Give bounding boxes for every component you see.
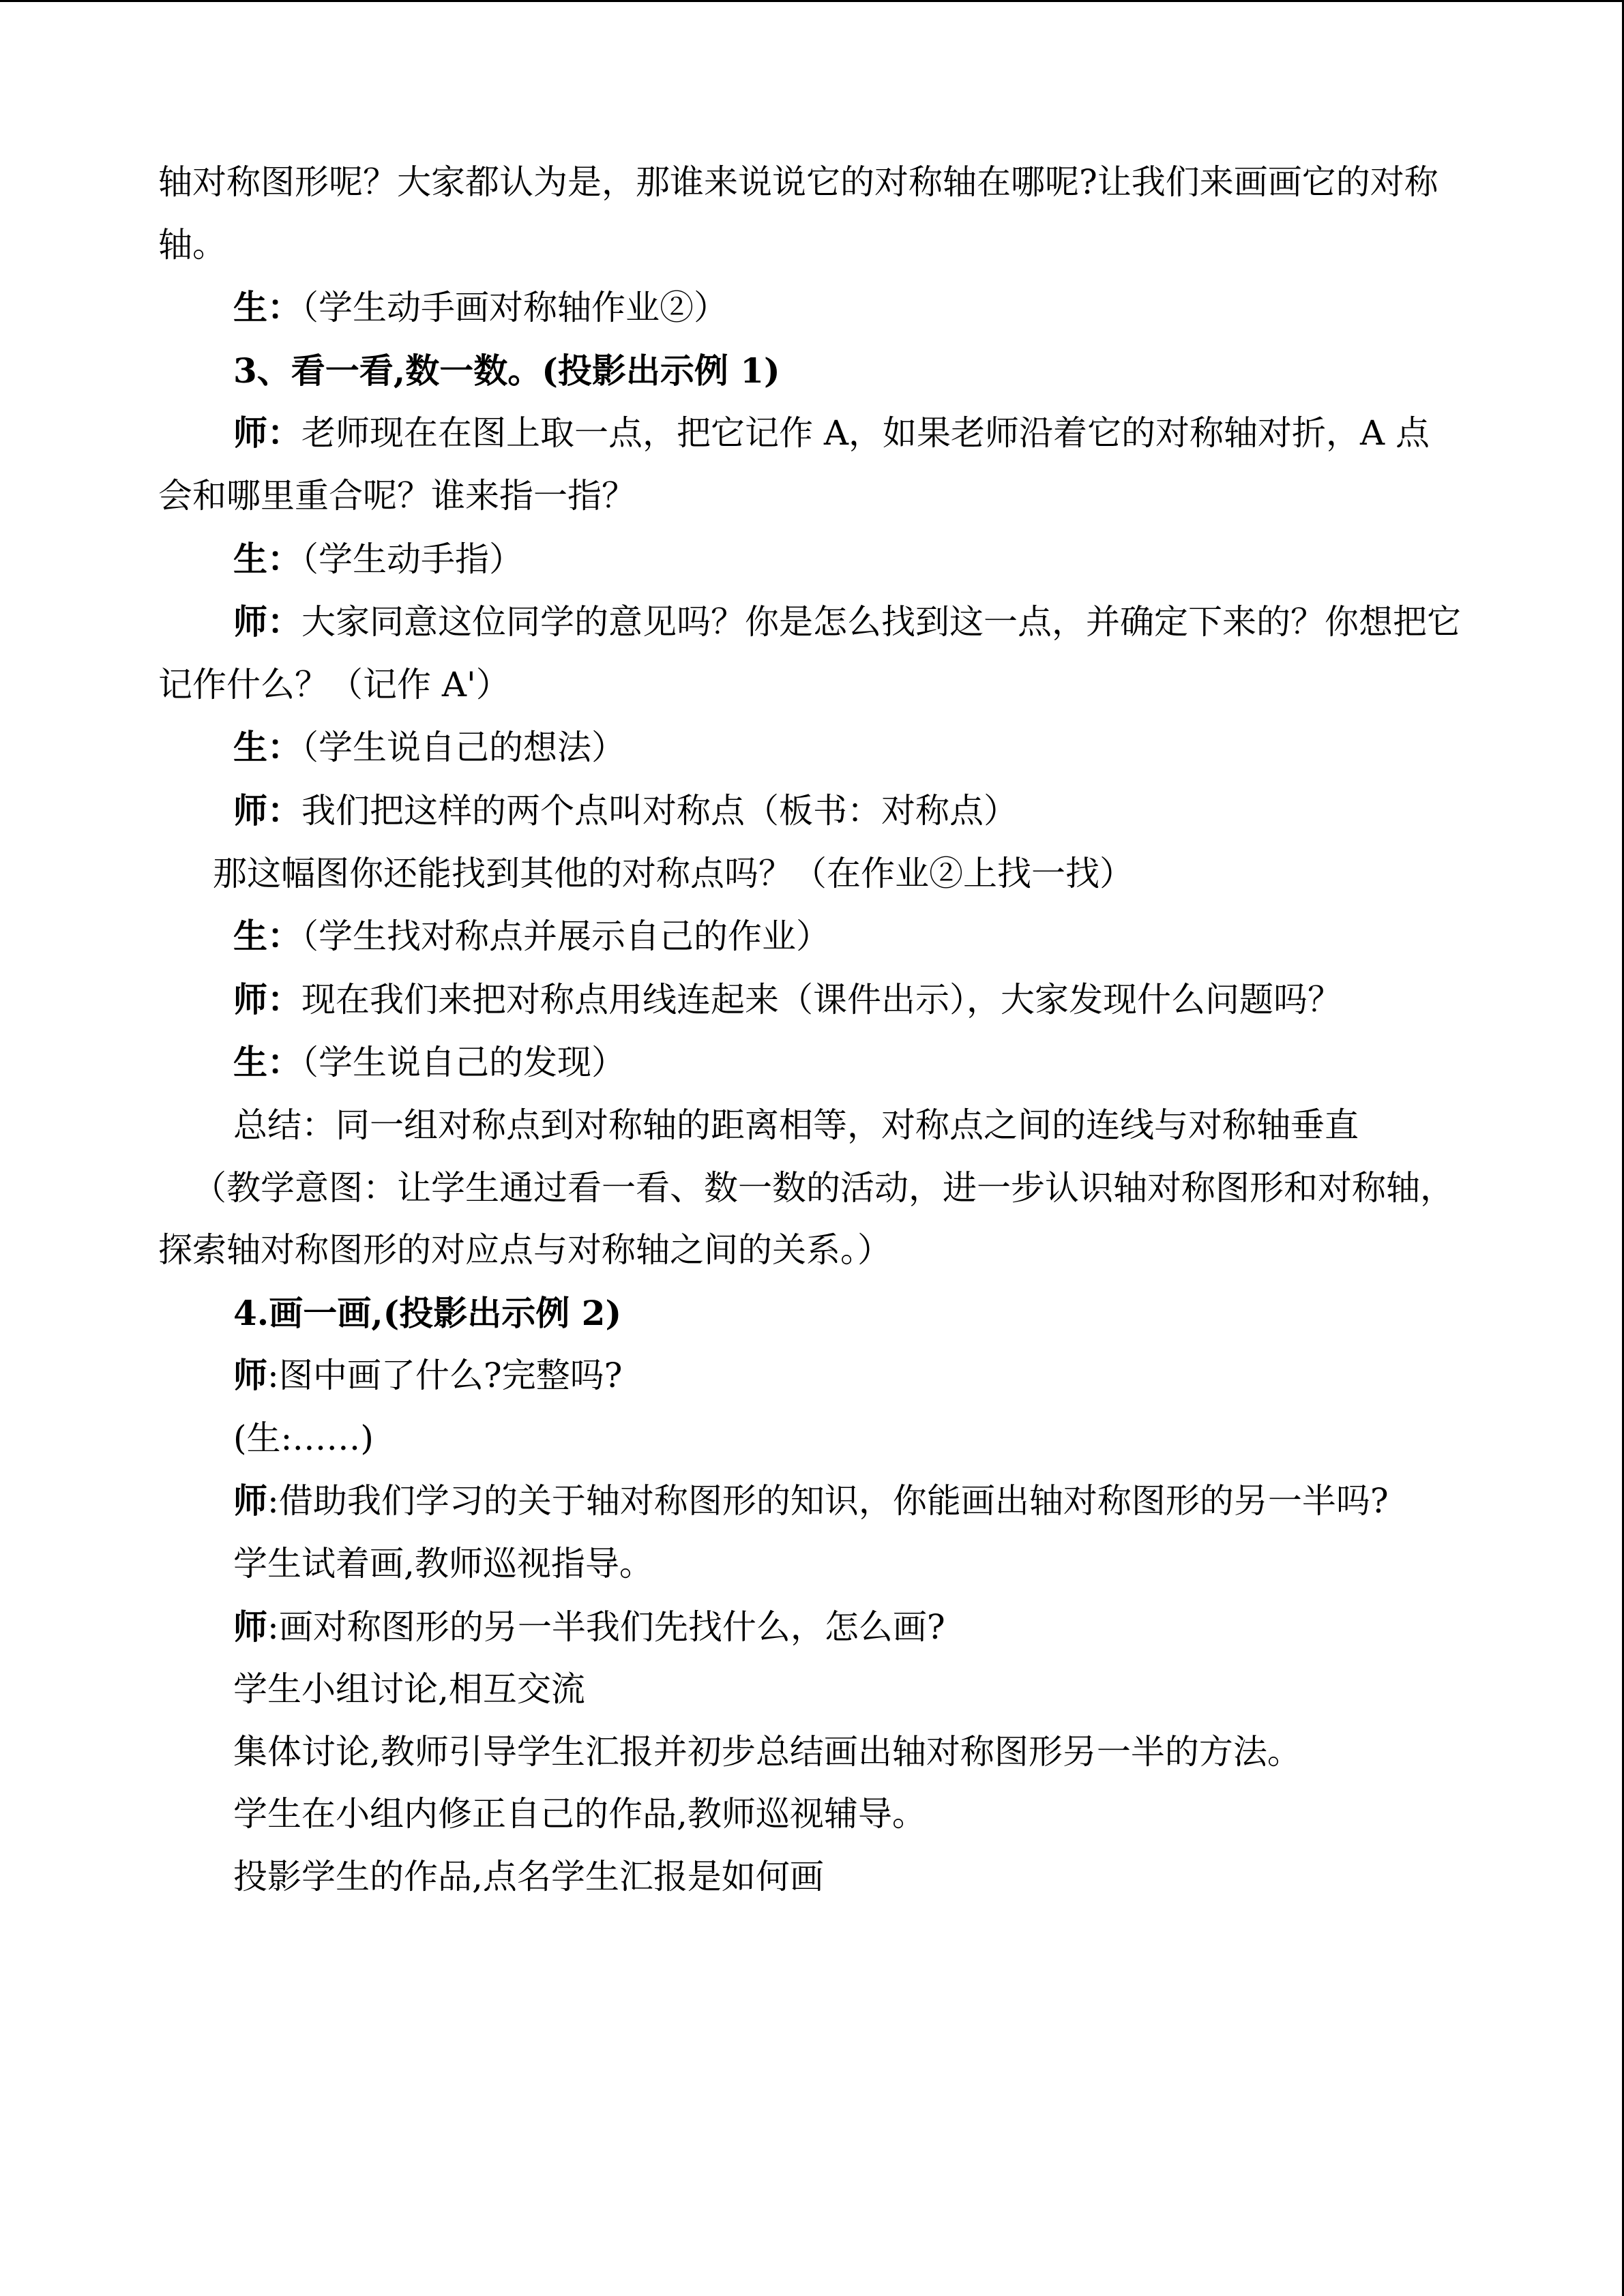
- teaching-intent-paragraph: [158, 1157, 1461, 1282]
- teaching-intent-text: （教学意图：让学生通过看一看、数一数的活动，进一步认识轴对称图形和对称轴，探索轴对称图形的对应点与对称轴之间的关系。）: [158, 1167, 1454, 1270]
- paragraph-12: [158, 1031, 1461, 1094]
- paragraph-9: [158, 843, 1461, 906]
- paragraph-8: [158, 779, 1461, 843]
- paragraph-1: [158, 151, 1461, 276]
- top-border-line: [0, 0, 1624, 2]
- section-heading-4: [158, 1282, 1461, 1345]
- paragraph-9-text: 那这幅图你还能找到其他的对称点吗？（在作业②上找一找）: [213, 853, 1134, 893]
- section-heading-4-text: 4.画一画,(投影出示例 2): [233, 1292, 622, 1333]
- paragraph-7: [158, 716, 1461, 779]
- paragraph-16-text: :图中画了什么?完整吗?: [267, 1356, 623, 1396]
- paragraph-23: [158, 1783, 1461, 1846]
- paragraph-24: [158, 1846, 1461, 1909]
- paragraph-12-text: （学生说自己的发现）: [301, 1043, 625, 1083]
- paragraph-22-text: 集体讨论,教师引导学生汇报并初步总结画出轴对称图形另一半的方法。: [233, 1731, 1301, 1772]
- paragraph-5: [158, 528, 1461, 591]
- paragraph-8-text: 我们把这样的两个点叫对称点（板书：对称点）: [301, 790, 1018, 831]
- paragraph-4: [158, 402, 1461, 527]
- speaker-teacher: 师: [233, 1355, 267, 1396]
- paragraph-10: [158, 905, 1461, 968]
- speaker-student: 生：: [233, 916, 301, 957]
- speaker-teacher: 师：: [233, 790, 301, 831]
- paragraph-7-text: （学生说自己的想法）: [301, 728, 625, 768]
- paragraph-11: [158, 968, 1461, 1032]
- paragraph-23-text: 学生在小组内修正自己的作品,教师巡视辅导。: [233, 1794, 926, 1834]
- paragraph-11-text: 现在我们来把对称点用线连起来（课件出示），大家发现什么问题吗？: [301, 979, 1342, 1019]
- paragraph-2: [158, 276, 1461, 340]
- paragraph-18-text: :借助我们学习的关于轴对称图形的知识，你能画出轴对称图形的另一半吗?: [267, 1481, 1389, 1521]
- section-heading-3-text: 3、看一看,数一数。(投影出示例 1): [233, 350, 780, 391]
- paragraph-17: [158, 1407, 1461, 1470]
- paragraph-6: [158, 591, 1461, 716]
- summary-paragraph: [158, 1094, 1461, 1157]
- paragraph-6-text: 大家同意这位同学的意见吗？你是怎么找到这一点，并确定下来的？你想把它记作什么？（记作 A'）: [158, 602, 1461, 704]
- paragraph-1-text: 轴对称图形呢？大家都认为是，那谁来说说它的对称轴在哪呢?让我们来画画它的对称轴。: [158, 162, 1438, 265]
- paragraph-2-text: （学生动手画对称轴作业②）: [301, 288, 728, 328]
- paragraph-17-text: (生:……): [233, 1418, 374, 1458]
- speaker-teacher: 师：: [233, 413, 301, 453]
- paragraph-19: [158, 1533, 1461, 1596]
- speaker-teacher: 师: [233, 1480, 267, 1521]
- paragraph-24-text: 投影学生的作品,点名学生汇报是如何画: [233, 1857, 824, 1897]
- paragraph-18: [158, 1470, 1461, 1533]
- speaker-teacher: 师：: [233, 601, 301, 642]
- summary-text: 总结：同一组对称点到对称轴的距离相等，对称点之间的连线与对称轴垂直: [233, 1105, 1359, 1145]
- speaker-teacher: 师：: [233, 979, 301, 1019]
- speaker-student: 生：: [233, 538, 301, 579]
- paragraph-21-text: 学生小组讨论,相互交流: [233, 1669, 585, 1710]
- paragraph-20-text: :画对称图形的另一半我们先找什么，怎么画?: [267, 1607, 945, 1647]
- paragraph-20: [158, 1596, 1461, 1659]
- section-heading-3: [158, 340, 1461, 402]
- paragraph-22: [158, 1721, 1461, 1784]
- speaker-teacher: 师: [233, 1606, 267, 1647]
- paragraph-21: [158, 1658, 1461, 1721]
- paragraph-5-text: （学生动手指）: [301, 539, 523, 579]
- document-body: [158, 151, 1461, 1909]
- paragraph-10-text: （学生找对称点并展示自己的作业）: [301, 916, 830, 957]
- speaker-student: 生：: [233, 287, 301, 328]
- paragraph-19-text: 学生试着画,教师巡视指导。: [233, 1544, 653, 1584]
- paragraph-16: [158, 1344, 1461, 1407]
- speaker-student: 生：: [233, 1042, 301, 1083]
- paragraph-4-text: 老师现在在图上取一点，把它记作 A，如果老师沿着它的对称轴对折，A 点会和哪里重合呢？谁来指一指？: [158, 413, 1430, 516]
- speaker-student: 生：: [233, 727, 301, 768]
